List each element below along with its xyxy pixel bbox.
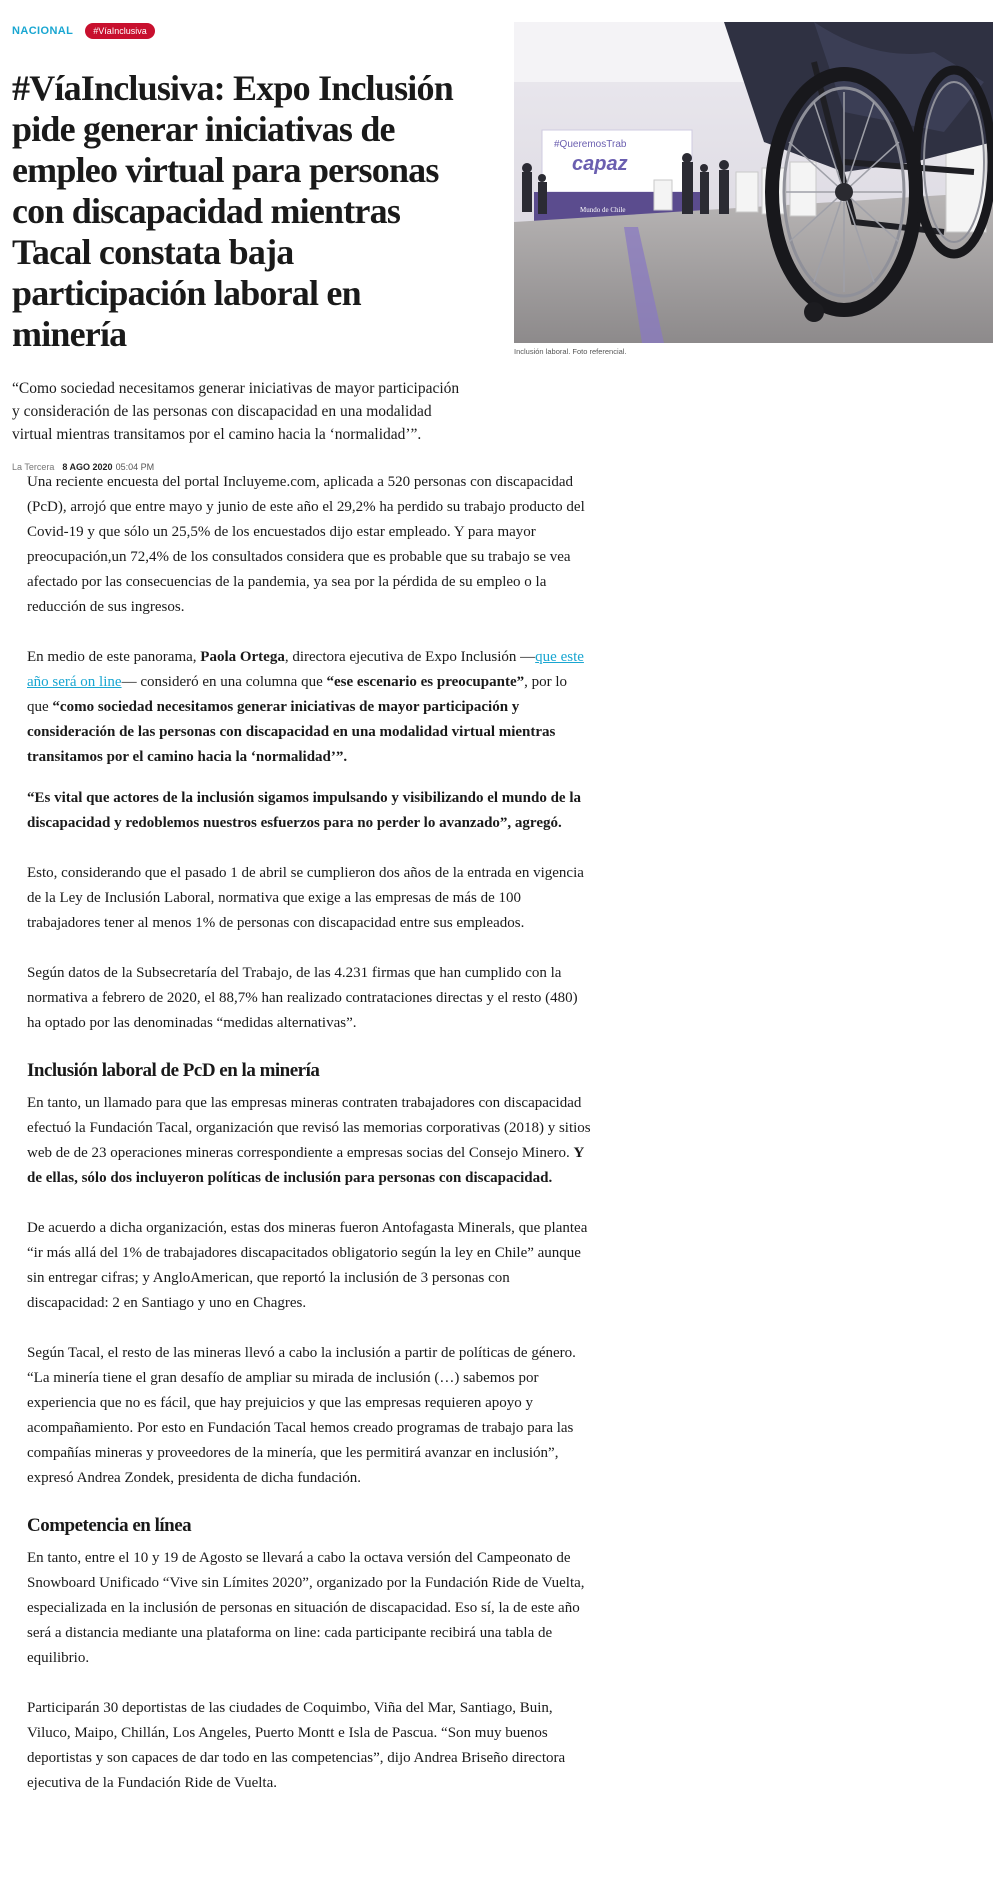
paragraph-6-text: En tanto, un llamado para que las empresas mineras contraten trabajadores con discapacidad efectuó la Fundación Tacal, organización que revisó las memorias corporativas (2018) y sitios web de de 23 operaciones mineras correspondiente a empresas socias del Consejo Minero. (27, 1095, 591, 1161)
article-header (12, 22, 482, 472)
paragraph-3 (27, 786, 592, 836)
stage-text: Mundo de Chile (580, 206, 626, 214)
paragraph-6-bold: Y de ellas, sólo dos incluyeron políticas de inclusión para personas con discapacidad. (27, 1145, 584, 1186)
wheelchair-wheel (772, 74, 916, 310)
paragraph-2-text-c: — consideró en una columna que (121, 674, 327, 690)
byline-source[interactable]: La Tercera (12, 462, 55, 472)
hero-image (514, 22, 993, 343)
paragraph-6 (27, 1091, 592, 1191)
section-link[interactable]: NACIONAL (12, 25, 74, 37)
banner-text-line2: capaz (572, 153, 628, 175)
byline-time: 05:04 PM (115, 462, 155, 472)
paragraph-10: Participarán 30 deportistas de las ciudades de Coquimbo, Viña del Mar, Santiago, Buin, Viluco, Maipo, Chillán, Los Angeles, Puerto Montt e Isla de Pascua. “Son muy buenos deportistas y son capaces de dar todo en las competencias”, dijo Andrea Briseño directora ejecutiva de la Fundación Ride de Vuelta. (27, 1700, 566, 1791)
byline-date: 8 AGO 2020 (62, 462, 113, 472)
expo-online-link[interactable]: que este año será on line (27, 649, 584, 690)
dek: “Como sociedad necesitamos generar iniciativas de mayor participación y consideración de las personas con discapacidad en una modalidad virtual mientras transitamos por el camino hacia la ‘normalidad’”. (12, 380, 460, 443)
subhead-mineria: Inclusión laboral de PcD en la minería (27, 1060, 320, 1081)
headline: #VíaInclusiva: Expo Inclusión pide generar iniciativas de empleo virtual para personas con discapacidad mientras Tacal constata baja participación laboral en minería (12, 68, 453, 354)
paragraph-5: Según datos de la Subsecretaría del Trabajo, de las 4.231 firmas que han cumplido con la normativa a febrero de 2020, el 88,7% han realizado contrataciones directas y el resto (480) ha optado por las denominadas “medidas alternativas”. (27, 965, 578, 1031)
paragraph-4: Esto, considerando que el pasado 1 de abril se cumplieron dos años de la entrada en vigencia de la Ley de Inclusión Laboral, normativa que exige a las empresas de más de 100 trabajadores tener al menos 1% de personas con discapacidad entre sus empleados. (27, 865, 584, 931)
paragraph-1: Una reciente encuesta del portal Incluyeme.com, aplicada a 520 personas con discapacidad (PcD), arrojó que entre mayo y junio de este año el 29,2% ha perdido su trabajo producto del Covid-19 y que sólo un 25,5% de los encuestados dijo estar empleado. Y para mayor preocupación,un 72,4% de los consultados considera que es probable que su trabajo se vea afectado por las consecuencias de la pandemia, ya sea por la pérdida de su empleo o la reducción de sus ingresos. (27, 474, 585, 615)
paragraph-9: En tanto, entre el 10 y 19 de Agosto se llevará a cabo la octava versión del Campeonato de Snowboard Unificado “Vive sin Límites 2020”, organizado por la Fundación Ride de Vuelta, especializada en la inclusión de personas en situación de discapacidad. Eso sí, la de este año será a distancia mediante una plataforma on line: cada participante recibirá una tabla de equilibrio. (27, 1550, 585, 1666)
paragraph-7: De acuerdo a dicha organización, estas dos mineras fueron Antofagasta Minerals, que plantea “ir más allá del 1% de trabajadores discapacitados obligatorio según la ley en Chile” aunque sin entregar cifras; y AngloAmerican, que reportó la inclusión de 3 personas con discapacidad: 2 en Santiago y uno en Chagres. (27, 1220, 588, 1311)
kicker-row (12, 22, 482, 40)
person-name: Paola Ortega (200, 649, 285, 665)
paragraph-2 (27, 645, 592, 770)
banner-text-line1: #QueremosTrab (554, 139, 627, 150)
hero-caption: Inclusión laboral. Foto referencial. (514, 347, 627, 356)
article-body (27, 470, 592, 1796)
subhead-competencia: Competencia en línea (27, 1515, 192, 1536)
hero-figure (514, 22, 993, 356)
paragraph-8: Según Tacal, el resto de las mineras llevó a cabo la inclusión a partir de políticas de género. “La minería tiene el gran desafío de ampliar su mirada de inclusión (…) sabemos por experiencia que no es fácil, que hay prejuicios y que las empresas requieren apoyo y acompañamiento. Por esto en Fundación Tacal hemos creado programas de trabajo para las compañías mineras y proveedores de la minería, que les permitirá avanzar en inclusión”, expresó Andrea Zondek, presidenta de dicha fundación. (27, 1345, 576, 1486)
tag-badge[interactable]: #VíaInclusiva (85, 23, 155, 39)
paragraph-2-text-d: , por lo que (27, 674, 568, 715)
paragraph-2-text-b: , directora ejecutiva de Expo Inclusión — (284, 649, 536, 665)
paragraph-2-text-a: En medio de este panorama, (27, 649, 201, 665)
paragraph-3-quote: “Es vital que actores de la inclusión sigamos impulsando y visibilizando el mundo de la discapacidad y redoblemos nuestros esfuerzos para no perder lo avanzado”, agregó. (27, 790, 581, 831)
paragraph-2-bold-1: “ese escenario es preocupante” (326, 674, 525, 690)
paragraph-2-bold-2: “como sociedad necesitamos generar iniciativas de mayor participación y consideración de las personas con discapacidad en una modalidad virtual mientras transitamos por el camino hacia la ‘normalidad’”. (27, 699, 556, 765)
